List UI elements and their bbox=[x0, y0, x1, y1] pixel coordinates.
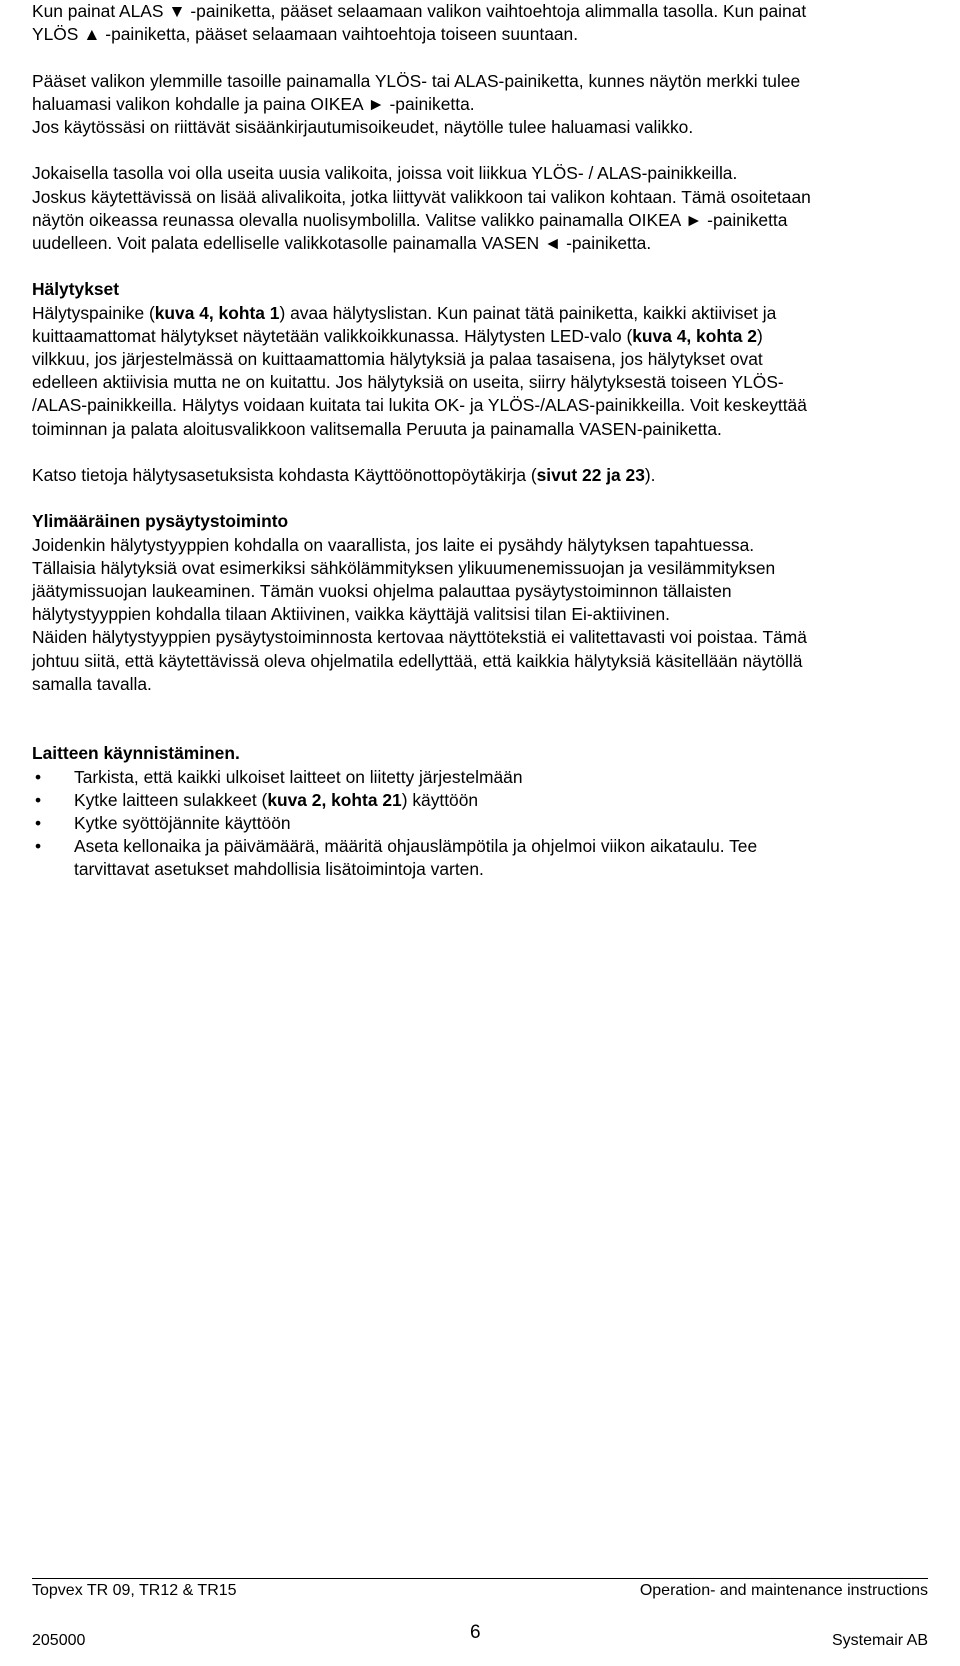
startup-section bbox=[32, 742, 928, 881]
footer-document-number: 205000 bbox=[32, 1632, 86, 1649]
section-heading-extra-stop: Ylimääräinen pysäytystoiminto bbox=[32, 511, 289, 532]
text-run: Katso tietoja hälytysasetuksista kohdasta Käyttöönottopöytäkirja ( bbox=[32, 465, 537, 485]
text-line: Pääset valikon ylemmille tasoille painamalla YLÖS- tai ALAS-painiketta, kunnes näytön merkki tulee bbox=[32, 70, 801, 91]
text-line: Näiden hälytystyyppien pysäytystoiminnosta kertovaa näyttötekstiä ei valitettavasti voi poistaa. Tämä bbox=[32, 627, 807, 648]
text-line: näytön oikeassa reunassa olevalla nuolisymbolilla. Valitse valikko painamalla OIKEA ► -painiketta bbox=[32, 209, 788, 230]
text-line: Jokaisella tasolla voi olla useita uusia valikoita, joissa voit liikkua YLÖS- / ALAS-painikkeilla. bbox=[32, 163, 738, 184]
text-line bbox=[32, 325, 928, 348]
text-line: /ALAS-painikkeilla. Hälytys voidaan kuitata tai lukita OK- ja YLÖS-/ALAS-painikkeilla. Voit keskeyttää bbox=[32, 395, 807, 416]
page-reference: sivut 22 ja 23 bbox=[536, 465, 645, 485]
text-line: vilkkuu, jos järjestelmässä on kuittaamattomia hälytyksiä ja palaa tasaisena, jos hälytykset ovat bbox=[32, 349, 763, 369]
text-line: Tällaisia hälytyksiä ovat esimerkiksi sähkölämmityksen ylikuumenemissuojan ja vesilämmityksen bbox=[32, 557, 776, 578]
document-body bbox=[32, 0, 928, 882]
footer-product-name: Topvex TR 09, TR12 & TR15 bbox=[32, 1582, 237, 1599]
text-run: Hälytyspainike ( bbox=[32, 302, 155, 323]
figure-reference: kuva 4, kohta 2 bbox=[632, 325, 757, 346]
see-also-paragraph bbox=[32, 464, 928, 487]
text-line: haluamasi valikon kohdalle ja paina OIKEA ► -painiketta. bbox=[32, 93, 475, 114]
text-line: toiminnan ja palata aloitusvalikkoon valitsemalla Peruuta ja painamalla VASEN-painiketta. bbox=[32, 418, 722, 439]
submenus-paragraph bbox=[32, 162, 928, 255]
text-line: edelleen aktiivisia mutta ne on kuitattu. Jos hälytyksiä on useita, siirry hälytyksestä toiseen YLÖS- bbox=[32, 372, 784, 393]
list-item bbox=[32, 812, 928, 835]
list-item-text: Kytke syöttöjännite käyttöön bbox=[74, 813, 291, 834]
text-line: jäätymissuojan laukeaminen. Tämän vuoksi ohjelma palauttaa pysäytystoiminnon tällaisten bbox=[32, 581, 732, 601]
section-heading-alarms: Hälytykset bbox=[32, 279, 120, 300]
section-heading-startup: Laitteen käynnistäminen. bbox=[32, 743, 240, 764]
list-item-text bbox=[74, 790, 478, 810]
list-item bbox=[32, 835, 928, 881]
figure-reference: kuva 2, kohta 21 bbox=[267, 789, 402, 810]
text-line bbox=[32, 302, 928, 325]
extra-stop-section bbox=[32, 510, 928, 696]
text-run: kuittaamattomat hälytykset näytetään valikkoikkunassa. Hälytysten LED-valo ( bbox=[32, 325, 633, 346]
bullet-icon: • bbox=[35, 813, 42, 834]
page-number: 6 bbox=[470, 1622, 481, 1643]
text-line: Joidenkin hälytystyyppien kohdalla on vaarallista, jos laite ei pysähdy hälytyksen tapahtuessa. bbox=[32, 534, 755, 555]
text-line: Kun painat ALAS ▼ -painiketta, pääset selaamaan valikon vaihtoehtoja alimmalla tasolla. Kun painat bbox=[32, 1, 807, 21]
list-item-text: Aseta kellonaika ja päivämäärä, määritä ohjauslämpötila ja ohjelmoi viikon aikataulu. Tee bbox=[74, 836, 758, 857]
text-line: uudelleen. Voit palata edelliselle valikkotasolle painamalla VASEN ◄ -painiketta. bbox=[32, 233, 652, 253]
list-item-text: tarvittavat asetukset mahdollisia lisätoimintoja varten. bbox=[74, 859, 484, 880]
list-item bbox=[32, 766, 928, 789]
text-line: hälytystyyppien kohdalla tilaan Aktiivinen, vaikka käyttäjä valitsisi tilan Ei-aktiivinen. bbox=[32, 604, 670, 625]
startup-steps-list bbox=[32, 766, 928, 882]
alarms-section bbox=[32, 278, 928, 440]
bullet-icon: • bbox=[35, 836, 42, 857]
text-line: Joskus käytettävissä on lisää alivalikoita, jotka liittyvät valikkoon tai valikon kohtaan. Tämä osoitetaan bbox=[32, 186, 811, 207]
figure-reference: kuva 4, kohta 1 bbox=[154, 302, 280, 323]
text-run: ) bbox=[756, 325, 763, 346]
text-run: Kytke laitteen sulakkeet ( bbox=[74, 789, 268, 810]
bullet-icon: • bbox=[35, 789, 42, 810]
text-line: samalla tavalla. bbox=[32, 673, 152, 694]
list-item bbox=[32, 789, 928, 812]
text-line bbox=[32, 464, 928, 487]
intro-paragraph bbox=[32, 0, 928, 46]
text-run: ) käyttöön bbox=[401, 789, 479, 810]
bullet-icon: • bbox=[35, 766, 42, 787]
text-line: Jos käytössäsi on riittävät sisäänkirjautumisoikeudet, näytölle tulee haluamasi valikko. bbox=[32, 117, 694, 137]
text-run: ). bbox=[644, 465, 656, 485]
list-item-text: Tarkista, että kaikki ulkoiset laitteet on liitetty järjestelmään bbox=[74, 766, 523, 787]
menu-navigation-paragraph bbox=[32, 70, 928, 140]
footer-company: Systemair AB bbox=[831, 1632, 928, 1649]
text-line: YLÖS ▲ -painiketta, pääset selaamaan vaihtoehtoja toiseen suuntaan. bbox=[32, 24, 579, 45]
text-run: ) avaa hälytyslistan. Kun painat tätä painiketta, kaikki aktiiviset ja bbox=[279, 302, 777, 323]
text-line: johtuu siitä, että käytettävissä oleva ohjelmatila edellyttää, että kaikkia hälytyksiä käsitellään näytöllä bbox=[32, 650, 803, 671]
footer-document-type: Operation- and maintenance instructions bbox=[639, 1582, 928, 1599]
footer-divider bbox=[32, 1578, 928, 1579]
